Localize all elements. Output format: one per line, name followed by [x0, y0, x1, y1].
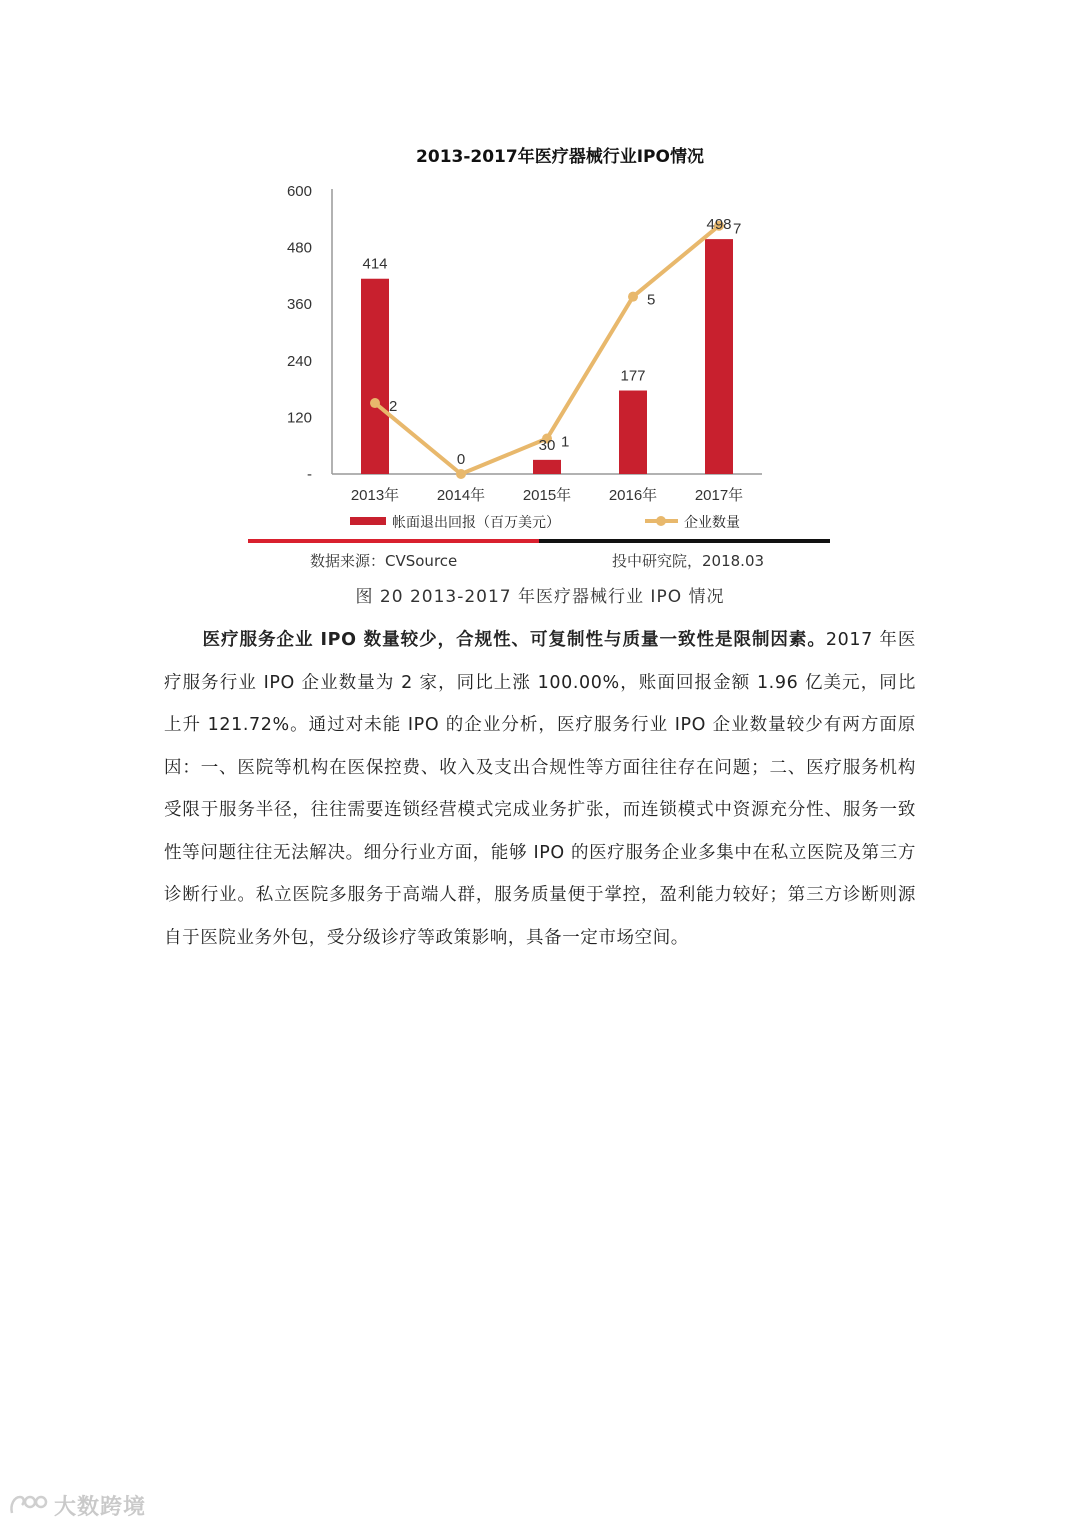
x-tick-label: 2016年 — [608, 487, 658, 504]
bar-data-label: 498 — [706, 216, 732, 234]
y-tick-label: 480 — [286, 239, 312, 257]
x-tick-label: 2014年 — [436, 487, 486, 504]
y-tick-label: 360 — [286, 296, 312, 314]
x-tick-label: 2017年 — [694, 487, 744, 504]
figure-caption: 图 20 2013-2017 年医疗器械行业 IPO 情况 — [355, 587, 725, 607]
legend-bar-label: 帐面退出回报（百万美元） — [392, 515, 560, 531]
bar — [361, 279, 389, 474]
bar-data-label: 414 — [362, 255, 388, 273]
chart-axes — [287, 183, 762, 504]
legend-line-marker — [656, 516, 666, 526]
y-tick-label: 600 — [286, 183, 312, 200]
watermark — [8, 1490, 146, 1520]
line-data-label: 7 — [733, 220, 742, 238]
line-point — [456, 469, 466, 479]
line-point — [370, 398, 380, 408]
legend-bar-swatch — [350, 517, 386, 525]
line-data-label: 5 — [647, 291, 656, 309]
paragraph-lead: 医疗服务企业 IPO 数量较少，合规性、可复制性与质量一致性是限制因素。 — [202, 630, 826, 650]
y-tick-label: 120 — [286, 409, 312, 427]
x-tick-label: 2013年 — [350, 487, 400, 504]
research-institute: 投中研究院，2018.03 — [612, 552, 765, 570]
ipo-chart — [0, 0, 1080, 560]
bar-data-label: 30 — [538, 436, 556, 454]
chart-legend — [350, 514, 740, 531]
line-point — [628, 292, 638, 302]
divider-red — [248, 539, 539, 543]
watermark-logo-icon — [8, 1493, 48, 1517]
line-data-label: 1 — [561, 433, 570, 451]
y-tick-label: - — [307, 466, 312, 483]
body-paragraph — [164, 619, 916, 959]
line-data-label: 2 — [389, 398, 398, 416]
bar — [619, 391, 647, 474]
legend-line-label: 企业数量 — [684, 515, 740, 531]
paragraph-text: 2017 年医疗服务行业 IPO 企业数量为 2 家，同比上涨 100.00%，账面回报金额 1.96 亿美元，同比上升 121.72%。通过对未能 IPO 的企业分析，医疗服务行业 IPO 企业数量较少有两方面原因：一、医院等机构在医保控费、收入及支出合规性等方面往往存在问题；二、医疗服务机构受限于服务半径，往往需要连锁经营模式完成业务扩张，而连锁模式中资源充分性、服务一致性等问题往往无法解决。细分行业方面，能够 IPO 的医疗服务企业多集中在私立医院及第三方诊断行业。私立医院多服务于高端人群，服务质量便于掌控，盈利能力较好；第三方诊断则源自于医院业务外包，受分级诊疗等政策影响，具备一定市场空间。 — [164, 630, 916, 948]
y-tick-label: 240 — [286, 352, 312, 370]
bar-data-label: 0 — [456, 451, 466, 468]
chart-title: 2013-2017年医疗器械行业IPO情况 — [416, 147, 704, 167]
bar — [533, 460, 561, 474]
bar-data-label: 177 — [620, 367, 646, 385]
divider-black — [539, 539, 830, 543]
x-tick-label: 2015年 — [522, 487, 572, 504]
data-source: 数据来源：CVSource — [310, 552, 458, 570]
source-row — [310, 550, 780, 572]
bar — [705, 239, 733, 474]
watermark-text: 大数跨境 — [54, 1494, 147, 1520]
